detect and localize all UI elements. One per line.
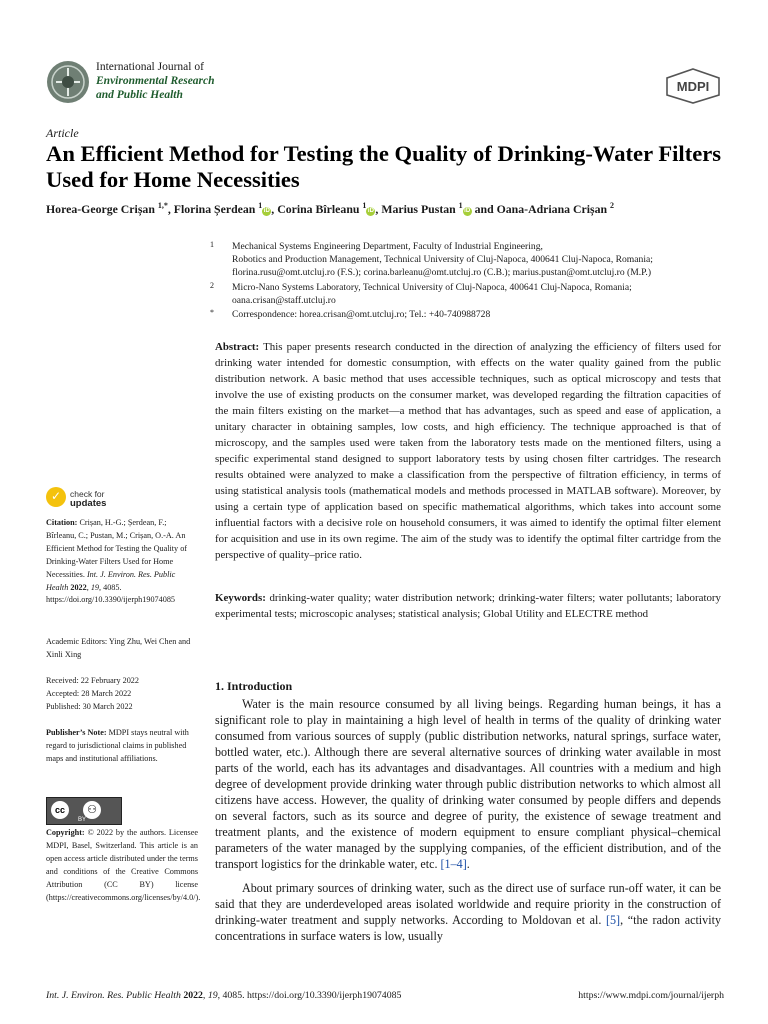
- accepted-date: Accepted: 28 March 2022: [46, 688, 132, 698]
- footer-volume: 19: [207, 990, 218, 1001]
- citation-link[interactable]: [5]: [605, 913, 621, 927]
- abstract-text: This paper presents research conducted in the direction of analyzing the efficiency of filters used for drinking water intended for domestic consumption, with effects on the water quality gained from the public distribution network. A basic method that uses accessible techniques, such as optical microscopy and tests that involve the use of existing products on the consumer market, was developed regarding the filtration capacities of the main filters existing on the market—a method that has advantages, such as speed and ease of application, a unitary character in obtaining samples, low costs, and high efficiency. The technique approached is that of microscopy, and the samples used were taken from the laboratory tests made on the mentioned filters, using a specific experimental stand designed to support laboratory tests by using chosen filter cartridges. The research results obtained were analyzed to make a classification from the perspective of filtration efficiency, in terms of using statistical analysis tools (mathematical models and methods processed in MATLAB software). Moreover, by using a certain type of application based on specific mathematical algorithms, which takes into account some influential factors with a decisive role on household consumers, it was aimed to identify the optimal filter element for acquisition and use in its own regime. The aim of the study was to identify the optimal filter cartridge from the perspective of quality–price ratio.: [215, 341, 721, 561]
- cc-icon: cc: [51, 801, 69, 819]
- correspondence: [210, 309, 730, 322]
- abstract: [215, 339, 721, 563]
- citation-link[interactable]: [1–4]: [440, 857, 467, 871]
- keywords: [215, 590, 721, 622]
- author-name[interactable]: Horea-George Crișan: [46, 201, 155, 216]
- journal-name-line3: and Public Health: [96, 89, 183, 101]
- academic-editors: Academic Editors: Ying Zhu, Wei Chen and Xinli Xing: [46, 637, 191, 659]
- keywords-text: drinking-water quality; water distribution network; drinking-water filters; water pollutants; laboratory experimental tests; microscopic analyses; statistical analysis; Global Utility and ELECTRE method: [215, 592, 721, 620]
- author-affil-mark: 1: [458, 201, 463, 210]
- keywords-label: Keywords:: [215, 592, 266, 604]
- publisher-note-text: MDPI stays neutral with regard to jurisdictional claims in published maps and institutional affiliations.: [46, 728, 189, 763]
- affiliation-1: [210, 241, 730, 279]
- author-name[interactable]: Oana-Adriana Crișan: [496, 201, 608, 216]
- author-affil-mark: 1: [362, 201, 367, 210]
- check-updates-line1: check for: [70, 489, 105, 499]
- authors-joiner: and: [474, 201, 494, 216]
- article-type: Article: [46, 126, 79, 140]
- cc-by-label: BY: [78, 817, 87, 823]
- orcid-icon[interactable]: iD: [367, 207, 374, 214]
- page-title: An Efficient Method for Testing the Quality of Drinking-Water Filters Used for Home Necessities: [46, 141, 722, 192]
- mdpi-logo-icon: [664, 68, 722, 104]
- section-heading-introduction: 1. Introduction: [215, 679, 293, 693]
- author-name[interactable]: Florina Șerdean: [173, 201, 256, 216]
- check-for-updates-button[interactable]: [46, 487, 126, 511]
- citation-block: Citation: Crișan, H.-G.; Șerdean, F.; Bîrleanu, C.; Pustan, M.; Crișan, O.-A. An Efficient Method for Testing the Quality of Drinking-Water Filters Used for Home Necessities. Int. J. Environ. Res. Public Health 2022, 19, 4085. https://doi.org/10.3390/ijerph19074085: [46, 518, 188, 605]
- intro-paragraph-1: [215, 696, 721, 872]
- check-updates-icon: [46, 487, 66, 507]
- author-name[interactable]: Corina Bîrleanu: [277, 201, 360, 216]
- publisher-note: [46, 727, 198, 766]
- orcid-icon[interactable]: iD: [464, 207, 471, 214]
- received-date: Received: 22 February 2022: [46, 676, 139, 685]
- orcid-icon[interactable]: iD: [263, 207, 270, 214]
- affiliation-marker: 2: [210, 281, 214, 290]
- footer-journal-url[interactable]: https://www.mdpi.com/journal/ijerph: [578, 990, 724, 1001]
- footer-citation: Int. J. Environ. Res. Public Health 2022, 19, 4085. https://doi.org/10.3390/ijerph19074085: [46, 990, 402, 1001]
- copyright-block: [46, 827, 201, 904]
- paragraph-text: About primary sources of drinking water, such as the direct use of surface run-off water, it can be said that they are underdeveloped areas isolated worldwide and require priority in the construction of drinking-water treatment and supply networks. According to Moldovan et al.: [215, 881, 721, 927]
- journal-name-line1: International Journal of: [96, 61, 204, 73]
- journal-name: [96, 60, 215, 102]
- paragraph-text-end: .: [466, 857, 470, 871]
- citation-year: 2022: [70, 582, 87, 592]
- author-affil-mark: 1: [258, 201, 263, 210]
- author-list: Horea-George Crișan $^{1,*}$, Florina Șerdean $^1$iD , Corina Bîrleanu $^1$iD , Marius Pustan $^1$iD and Oana-Adriana Crișan $^2$: [46, 201, 615, 216]
- check-updates-line2: updates: [70, 498, 107, 509]
- affiliation-marker: 1: [210, 240, 214, 249]
- journal-logo-icon: [46, 60, 90, 104]
- cc-by-license-badge[interactable]: [46, 797, 122, 825]
- affiliation-line: Mechanical Systems Engineering Department, Faculty of Industrial Engineering,: [232, 241, 543, 252]
- affiliation-line[interactable]: florina.rusu@omt.utcluj.ro (F.S.); corina.barleanu@omt.utcluj.ro (C.B.); marius.pustan@omt.utcluj.ro (M.P.): [232, 266, 652, 278]
- copyright-text: © 2022 by the authors. Licensee MDPI, Basel, Switzerland. This article is an open access article distributed under the terms and conditions of the Creative Commons Attribution (CC BY) license (https://creativecommons.org/licenses/by/4.0/).: [46, 828, 201, 902]
- journal-name-line2: Environmental Research: [96, 75, 215, 87]
- affiliation-marker: *: [210, 308, 214, 317]
- author-name[interactable]: Marius Pustan: [381, 201, 456, 216]
- intro-paragraph-2: [215, 880, 721, 944]
- footer-doi[interactable]: , 4085. https://doi.org/10.3390/ijerph19074085: [217, 990, 402, 1001]
- affiliation-line: Robotics and Production Management, Technical University of Cluj-Napoca, 400641 Cluj-Napoca, Romania;: [232, 253, 653, 265]
- dates-block: [46, 675, 198, 714]
- paragraph-text: Water is the main resource consumed by all living beings. Regarding human beings, it has a significant role to play in maintaining a high level of health in terms of the quality of drinking water consumed from various sources of supply (public distribution networks, natural springs, surface water, bottled water, etc.). Although there are several alternative sources of drinking water available in most parts of the world, each has its advantages and disadvantages. All countries with a medium and high degree of development provide drinking water through public distribution networks to which almost all citizens have access. However, the quality of drinking water consumed by people differs and depends on several factors, such as its source and degree of purity, the existence of sewage treatment and treatment plants, and the existence of modern equipment to ensure compliant physical–chemical parameters of the water managed by the supplying companies, of the efficient distribution, and of the transport logistics for the drinkable water, etc.: [215, 697, 721, 871]
- copyright-label: Copyright:: [46, 828, 85, 837]
- affiliation-line: Micro-Nano Systems Laboratory, Technical University of Cluj-Napoca, 400641 Cluj-Napoca, Romania;: [232, 282, 632, 293]
- paragraph-text-end: , “the radon activity concentrations in surface waters is low, usually: [215, 913, 721, 943]
- abstract-label: Abstract:: [215, 341, 260, 353]
- mdpi-logo-text: MDPI: [676, 79, 710, 94]
- footer-journal: Int. J. Environ. Res. Public Health: [46, 990, 181, 1001]
- citation-doi[interactable]: , 4085. https://doi.org/10.3390/ijerph19074085: [46, 582, 176, 605]
- affiliation-line[interactable]: oana.crisan@staff.utcluj.ro: [232, 294, 336, 306]
- citation-volume: 19: [90, 582, 99, 592]
- attribution-icon: ⚇: [83, 801, 101, 819]
- citation-text: Crișan, H.-G.; Șerdean, F.; Bîrleanu, C.; Pustan, M.; Crișan, O.-A. An Efficient Method for Testing the Quality of Drinking-Water Filters Used for Home Necessities.: [46, 518, 188, 579]
- author-affil-mark: 1,*: [157, 201, 168, 210]
- affiliation-2: [210, 282, 730, 308]
- citation-label: Citation:: [46, 518, 78, 527]
- author-affil-mark: 2: [610, 201, 615, 210]
- citation-journal: Int. J. Environ. Res. Public Health: [46, 569, 176, 592]
- published-date: Published: 30 March 2022: [46, 701, 133, 711]
- affiliation-line[interactable]: Correspondence: horea.crisan@omt.utcluj.ro; Tel.: +40-740988728: [232, 309, 491, 320]
- publisher-note-label: Publisher’s Note:: [46, 728, 107, 737]
- footer-year: 2022: [183, 990, 203, 1001]
